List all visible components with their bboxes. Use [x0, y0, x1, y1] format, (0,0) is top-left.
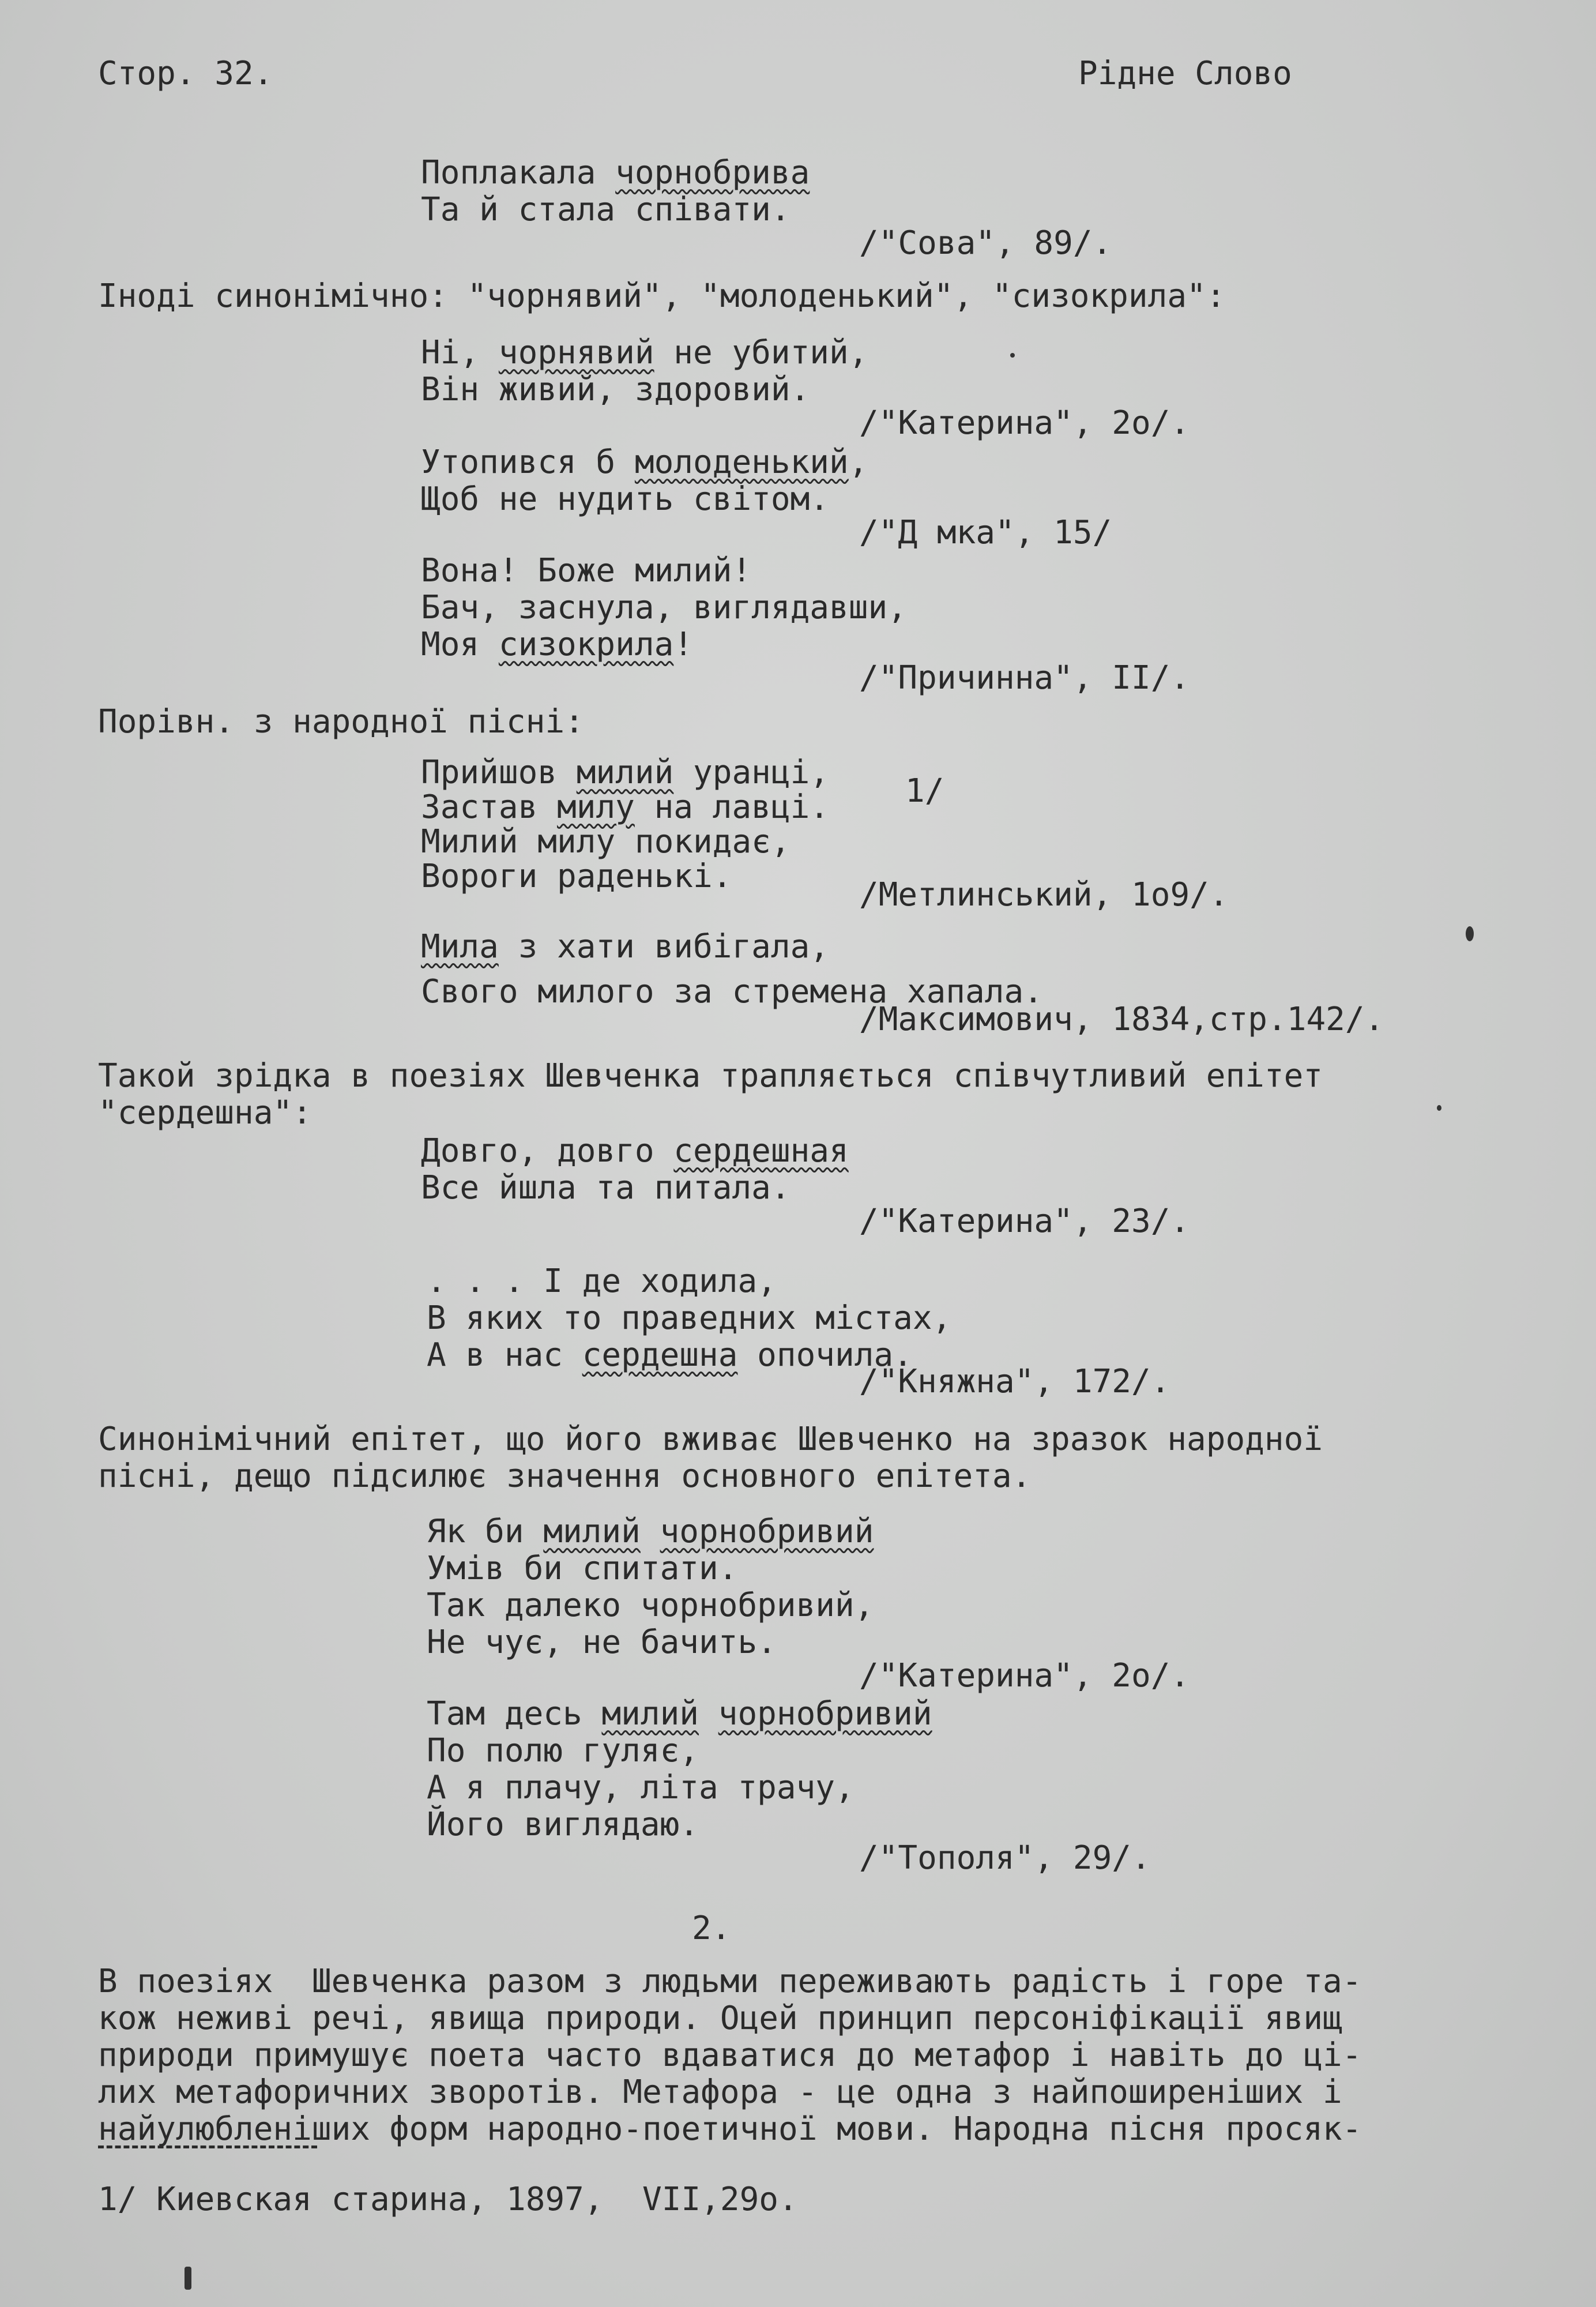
ink-speck — [1437, 1105, 1441, 1111]
poem-source: /"Катерина", 23/. — [859, 1203, 1190, 1240]
poem-line: Прийшов милий уранці, — [421, 754, 830, 791]
poem-line: Довго, довго сердешная — [421, 1132, 849, 1170]
poem-line: Милий милу покидає, — [421, 823, 791, 861]
ink-speck — [185, 2267, 191, 2290]
poem-line: В яких то праведних містах, — [427, 1299, 952, 1337]
poem-line: Ні, чорнявий не убитий, — [421, 334, 868, 371]
intro-text: пісні, дещо підсилює значення основного епітета. — [98, 1457, 1032, 1495]
underlined-epithet: чорнявий — [498, 334, 654, 371]
poem-line: Умів би спитати. — [427, 1550, 738, 1587]
poem-source: /"Причинна", ІІ/. — [859, 659, 1190, 697]
intro-text: Іноді синонімічно: "чорнявий", "молоденький", "сизокрила": — [98, 277, 1226, 315]
poem-line: Поплакала чорнобрива — [421, 154, 810, 191]
underlined-epithet: сердешна — [582, 1336, 738, 1374]
ink-speck — [1010, 353, 1015, 358]
poem-line: Так далеко чорнобривий, — [427, 1587, 874, 1624]
intro-text: Синонімічний епітет, що його вживає Шевченко на зразок народної — [98, 1421, 1323, 1458]
underlined-epithet: милий — [601, 1695, 699, 1733]
poem-line: Моя сизокрила! — [421, 626, 694, 663]
intro-text: Такой зрідка в поезіях Шевченка трапляється співчутливий епітет — [98, 1057, 1323, 1095]
poem-line: Вороги раденькі. — [421, 858, 732, 895]
underlined-epithet: милу — [557, 788, 635, 826]
poem-line: Щоб не нудить світом. — [421, 480, 830, 518]
underlined-epithet: чорнобривий — [718, 1695, 932, 1733]
poem-line: Бач, заснула, виглядавши, — [421, 589, 907, 626]
poem-line: По полю гуляє, — [427, 1732, 699, 1769]
paragraph-line: В поезіях Шевченка разом з людьми переживають радість і горе та- — [98, 1963, 1362, 2000]
page-number: Стор. 32. — [98, 55, 273, 92]
poem-line: Не чує, не бачить. — [427, 1624, 777, 1661]
poem-source: /Максимович, 1834,стр.142/. — [859, 1001, 1384, 1038]
underlined-epithet: Мила — [421, 928, 499, 965]
poem-line: Застав милу на лавці. — [421, 788, 830, 826]
poem-line: А в нас сердешна опочила. — [427, 1336, 913, 1374]
poem-source: /"Д мка", 15/ — [859, 514, 1112, 551]
ink-speck — [1466, 926, 1474, 941]
poem-source: /"Катерина", 2о/. — [859, 1657, 1190, 1694]
poem-line: Там десь милий чорнобривий — [427, 1695, 932, 1733]
poem-source: /"Катерина", 2о/. — [859, 404, 1190, 442]
poem-line: Утопився б молоденький, — [421, 444, 868, 481]
poem-line: Все йшла та питала. — [421, 1169, 791, 1207]
poem-source: /"Тополя", 29/. — [859, 1839, 1151, 1877]
underlined-epithet: молоденький — [634, 444, 849, 481]
underlined-epithet: чорнобривий — [660, 1513, 874, 1550]
poem-line: Його виглядаю. — [427, 1806, 699, 1843]
poem-line: А я плачу, літа трачу, — [427, 1769, 855, 1806]
poem-source: /"Сова", 89/. — [859, 224, 1112, 262]
footnote-mark: 1/ — [905, 772, 944, 810]
underlined-epithet: милий — [576, 754, 674, 791]
underlined-epithet: сердешная — [673, 1132, 849, 1170]
poem-line: Вона! Боже милий! — [421, 552, 752, 589]
poem-line: Мила з хати вибігала, — [421, 928, 830, 965]
underlined-epithet: сизокрила — [498, 626, 674, 663]
underlined-epithet: милий — [543, 1513, 641, 1550]
section-number: 2. — [692, 1910, 731, 1947]
poem-line: Та й стала співати. — [421, 191, 791, 228]
poem-line: Як би милий чорнобривий — [427, 1513, 874, 1550]
poem-source: /"Княжна", 172/. — [859, 1363, 1170, 1400]
paragraph-line: природи примушує поета часто вдаватися до метафор і навіть до ці- — [98, 2037, 1362, 2074]
poem-line: Свого милого за стремена хапала. — [421, 973, 1043, 1010]
paragraph-line: лих метафоричних зворотів. Метафора - це одна з найпоширеніших і — [98, 2073, 1342, 2111]
footnote-divider — [98, 2146, 317, 2148]
poem-line: Він живий, здоровий. — [421, 371, 810, 408]
underlined-epithet: чорнобрива — [615, 154, 810, 191]
paragraph-line: кож неживі речі, явища природи. Оцей принцип персоніфікації явищ — [98, 2000, 1342, 2037]
footnote: 1/ Киевская старина, 1897, VII,29о. — [98, 2181, 798, 2218]
page-title: Рідне Слово — [1078, 55, 1292, 92]
intro-text: "сердешна": — [98, 1094, 312, 1132]
intro-text: Порівн. з народної пісні: — [98, 703, 584, 741]
poem-line: . . . І де ходила, — [427, 1263, 777, 1300]
poem-source: /Метлинський, 1о9/. — [859, 876, 1229, 914]
paragraph-line: найулюбленіших форм народно-поетичної мови. Народна пісня просяк- — [98, 2110, 1362, 2148]
